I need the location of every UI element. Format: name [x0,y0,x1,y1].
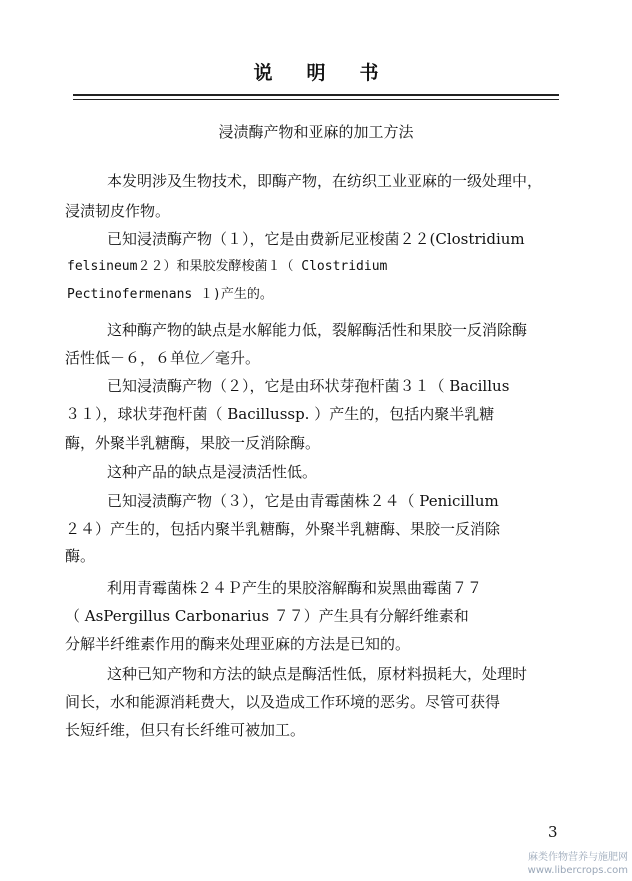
header-title: 说明书 [253,62,413,84]
page-number: 3 [548,823,558,841]
watermark-url: www.libercrops.com [527,865,628,876]
paragraph-line: 浸渍韧皮作物。 [65,202,171,220]
document-title: 浸渍酶产物和亚麻的加工方法 [218,123,414,141]
watermark [528,851,628,877]
paragraph-line: （ AsPergillus Carbonarius ７７）产生具有分解纤维素和 [65,607,469,625]
paragraph-line: ３１），球状芽孢杆菌（ Bacillussp. ）产生的，包括内聚半乳糖 [65,405,495,423]
paragraph-line: 酶。 [65,547,96,565]
paragraph-line: 已知浸渍酶产物（２），它是由环状芽孢杆菌３１（ Bacillus [107,377,510,395]
watermark-title: 麻类作物营养与施肥网 [528,852,628,863]
paragraph-line: 分解半纤维素作用的酶来处理亚麻的方法是已知的。 [65,635,411,653]
paragraph-line: 已知浸渍酶产物（１），它是由费新尼亚梭菌２２(Clostridium [107,230,525,248]
paragraph-line: ２４）产生的，包括内聚半乳糖酶，外聚半乳糖酶、果胶一反消除 [65,520,501,538]
paragraph-line: Pectinofermenans １)产生的。 [67,287,273,302]
paragraph-line: 这种产品的缺点是浸渍活性低。 [107,463,318,481]
paragraph-line: 酶，外聚半乳糖酶，果胶一反消除酶。 [65,434,321,452]
paragraph-line: 长短纤维，但只有长纤维可被加工。 [65,721,306,739]
paragraph-line: 间长，水和能源消耗费大，以及造成工作环境的恶劣。尽管可获得 [65,693,501,711]
paragraph-line: 这种酶产物的缺点是水解能力低，裂解酶活性和果胶一反消除酶 [107,321,528,339]
paragraph-line: 本发明涉及生物技术，即酶产物，在纺织工业亚麻的一级处理中， [107,172,543,190]
paragraph-line: 活性低－６，６单位／毫升。 [65,349,261,367]
header-rule-bottom [73,99,559,100]
header-rule-top [73,94,559,96]
paragraph-line: felsineum２２）和果胶发酵梭菌１（ Clostridium [67,259,388,274]
paragraph-line: 已知浸渍酶产物（３），它是由青霉菌株２４（ Penicillum [107,492,499,510]
paragraph-line: 这种已知产物和方法的缺点是酶活性低，原材料损耗大，处理时 [107,665,528,683]
paragraph-line: 利用青霉菌株２４Ｐ产生的果胶溶解酶和炭黑曲霉菌７７ [107,579,483,597]
